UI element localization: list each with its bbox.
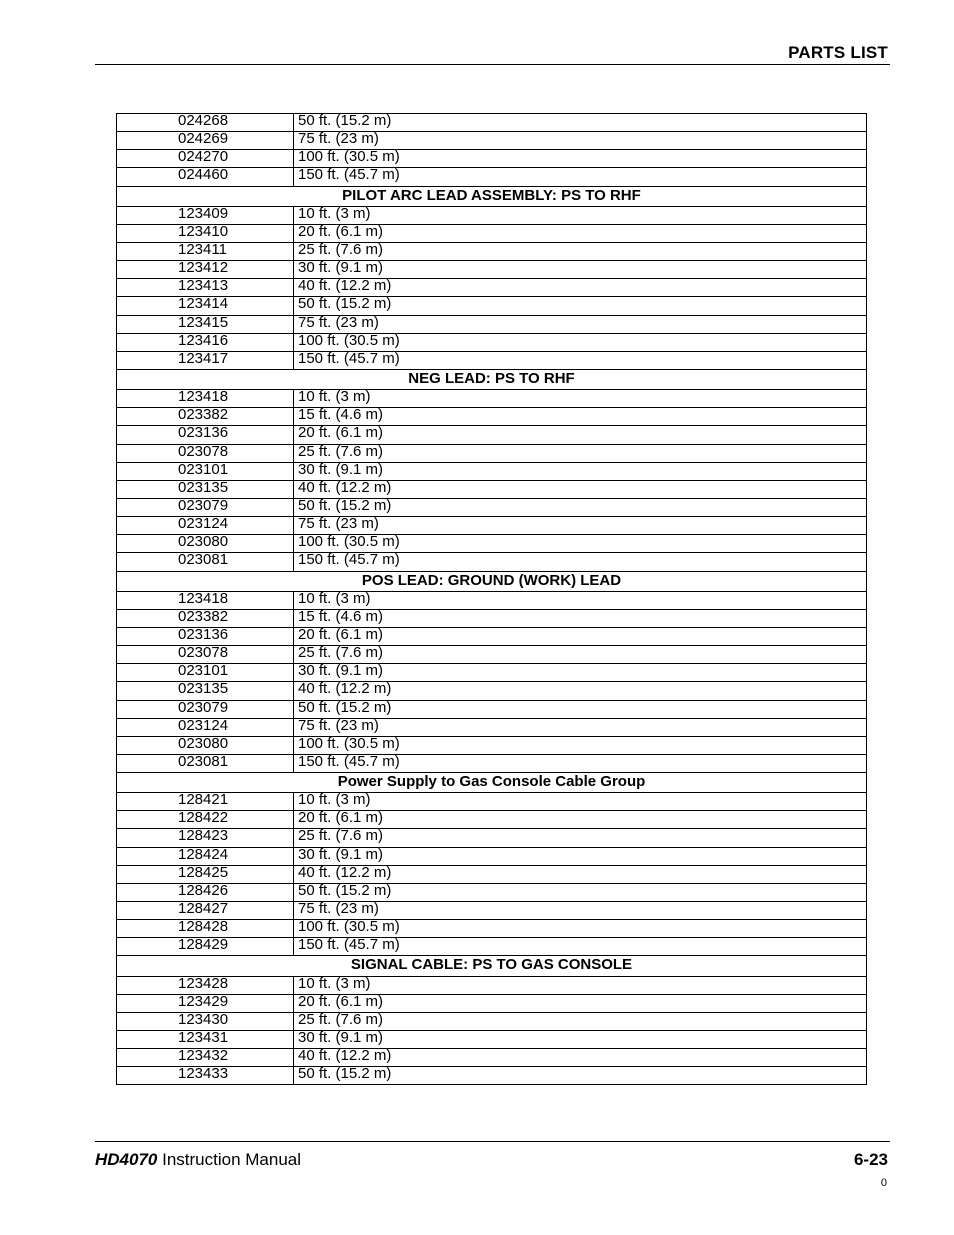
part-number: 123410 (117, 224, 294, 242)
part-number: 128427 (117, 902, 294, 920)
part-number: 123418 (117, 591, 294, 609)
part-description: 20 ft. (6.1 m) (294, 811, 867, 829)
header-divider (95, 64, 890, 65)
table-row (117, 1031, 867, 1049)
part-number: 023078 (117, 444, 294, 462)
part-number: 123432 (117, 1049, 294, 1067)
part-number: 128426 (117, 883, 294, 901)
section-title: PILOT ARC LEAD ASSEMBLY: PS TO RHF (117, 186, 867, 206)
part-description: 30 ft. (9.1 m) (294, 462, 867, 480)
part-number: 023101 (117, 664, 294, 682)
table-row (117, 480, 867, 498)
part-description: 25 ft. (7.6 m) (294, 1012, 867, 1030)
part-number: 024268 (117, 114, 294, 132)
part-description: 50 ft. (15.2 m) (294, 297, 867, 315)
part-number: 023136 (117, 627, 294, 645)
part-description: 20 ft. (6.1 m) (294, 426, 867, 444)
table-row (117, 132, 867, 150)
part-number: 128428 (117, 920, 294, 938)
table-row (117, 938, 867, 956)
part-number: 123411 (117, 242, 294, 260)
part-description: 15 ft. (4.6 m) (294, 609, 867, 627)
table-row (117, 718, 867, 736)
section-title: NEG LEAD: PS TO RHF (117, 369, 867, 389)
part-description: 20 ft. (6.1 m) (294, 994, 867, 1012)
table-row (117, 114, 867, 132)
table-row (117, 444, 867, 462)
table-row (117, 847, 867, 865)
part-description: 10 ft. (3 m) (294, 793, 867, 811)
manual-label: Instruction Manual (157, 1150, 302, 1169)
table-row (117, 609, 867, 627)
table-row (117, 242, 867, 260)
part-description: 150 ft. (45.7 m) (294, 168, 867, 186)
table-row (117, 902, 867, 920)
part-number: 123413 (117, 279, 294, 297)
part-description: 150 ft. (45.7 m) (294, 754, 867, 772)
part-description: 25 ft. (7.6 m) (294, 646, 867, 664)
footer-manual-title (95, 1150, 301, 1170)
table-row (117, 315, 867, 333)
table-row (117, 646, 867, 664)
part-description: 30 ft. (9.1 m) (294, 847, 867, 865)
table-row (117, 920, 867, 938)
part-description: 30 ft. (9.1 m) (294, 261, 867, 279)
part-number: 123412 (117, 261, 294, 279)
part-description: 20 ft. (6.1 m) (294, 627, 867, 645)
part-description: 50 ft. (15.2 m) (294, 498, 867, 516)
footer-divider (95, 1141, 890, 1142)
part-description: 150 ft. (45.7 m) (294, 553, 867, 571)
part-description: 10 ft. (3 m) (294, 976, 867, 994)
part-description: 50 ft. (15.2 m) (294, 1067, 867, 1085)
part-number: 123417 (117, 351, 294, 369)
part-number: 024269 (117, 132, 294, 150)
table-row (117, 700, 867, 718)
table-row (117, 1067, 867, 1085)
part-number: 128422 (117, 811, 294, 829)
table-row (117, 865, 867, 883)
table-row (117, 168, 867, 186)
part-number: 023081 (117, 754, 294, 772)
part-number: 023079 (117, 700, 294, 718)
table-row (117, 261, 867, 279)
table-row (117, 682, 867, 700)
part-description: 10 ft. (3 m) (294, 206, 867, 224)
part-number: 023101 (117, 462, 294, 480)
part-description: 15 ft. (4.6 m) (294, 408, 867, 426)
table-row (117, 426, 867, 444)
section-header-row (117, 186, 867, 206)
table-row (117, 553, 867, 571)
part-number: 123414 (117, 297, 294, 315)
table-row (117, 498, 867, 516)
part-description: 75 ft. (23 m) (294, 517, 867, 535)
table-row (117, 1012, 867, 1030)
part-description: 40 ft. (12.2 m) (294, 480, 867, 498)
table-row (117, 811, 867, 829)
table-row (117, 793, 867, 811)
table-row (117, 535, 867, 553)
part-description: 75 ft. (23 m) (294, 132, 867, 150)
table-row (117, 829, 867, 847)
part-description: 25 ft. (7.6 m) (294, 444, 867, 462)
parts-table (116, 113, 867, 1085)
part-description: 40 ft. (12.2 m) (294, 865, 867, 883)
page-header-title: PARTS LIST (788, 43, 888, 62)
part-number: 023382 (117, 609, 294, 627)
table-row (117, 206, 867, 224)
part-number: 123430 (117, 1012, 294, 1030)
section-title: Power Supply to Gas Console Cable Group (117, 773, 867, 793)
part-number: 023078 (117, 646, 294, 664)
part-description: 20 ft. (6.1 m) (294, 224, 867, 242)
part-description: 100 ft. (30.5 m) (294, 150, 867, 168)
part-description: 50 ft. (15.2 m) (294, 700, 867, 718)
part-number: 123418 (117, 390, 294, 408)
table-row (117, 591, 867, 609)
part-number: 023382 (117, 408, 294, 426)
part-description: 75 ft. (23 m) (294, 902, 867, 920)
part-description: 40 ft. (12.2 m) (294, 279, 867, 297)
table-row (117, 754, 867, 772)
part-description: 150 ft. (45.7 m) (294, 351, 867, 369)
part-number: 123409 (117, 206, 294, 224)
part-description: 50 ft. (15.2 m) (294, 114, 867, 132)
table-row (117, 976, 867, 994)
table-row (117, 297, 867, 315)
part-number: 123416 (117, 333, 294, 351)
part-number: 023079 (117, 498, 294, 516)
part-number: 128424 (117, 847, 294, 865)
part-number: 128423 (117, 829, 294, 847)
section-title: POS LEAD: GROUND (WORK) LEAD (117, 571, 867, 591)
table-row (117, 224, 867, 242)
part-description: 50 ft. (15.2 m) (294, 883, 867, 901)
part-description: 30 ft. (9.1 m) (294, 664, 867, 682)
part-number: 123428 (117, 976, 294, 994)
section-header-row (117, 773, 867, 793)
section-title: SIGNAL CABLE: PS TO GAS CONSOLE (117, 956, 867, 976)
part-description: 30 ft. (9.1 m) (294, 1031, 867, 1049)
table-row (117, 883, 867, 901)
part-description: 25 ft. (7.6 m) (294, 829, 867, 847)
part-description: 100 ft. (30.5 m) (294, 535, 867, 553)
part-number: 023124 (117, 718, 294, 736)
part-description: 100 ft. (30.5 m) (294, 920, 867, 938)
revision-number: 0 (880, 1177, 887, 1189)
part-number: 123431 (117, 1031, 294, 1049)
part-number: 123429 (117, 994, 294, 1012)
part-description: 100 ft. (30.5 m) (294, 736, 867, 754)
part-description: 75 ft. (23 m) (294, 315, 867, 333)
part-number: 023080 (117, 736, 294, 754)
part-number: 024270 (117, 150, 294, 168)
table-row (117, 517, 867, 535)
part-number: 123415 (117, 315, 294, 333)
part-description: 150 ft. (45.7 m) (294, 938, 867, 956)
table-row (117, 390, 867, 408)
page-number: 6-23 (853, 1150, 888, 1169)
part-description: 25 ft. (7.6 m) (294, 242, 867, 260)
part-description: 75 ft. (23 m) (294, 718, 867, 736)
model-name: HD4070 (95, 1150, 158, 1169)
part-number: 023124 (117, 517, 294, 535)
table-row (117, 627, 867, 645)
section-header-row (117, 369, 867, 389)
part-number: 024460 (117, 168, 294, 186)
parts-table-body (117, 114, 867, 1085)
table-row (117, 333, 867, 351)
table-row (117, 462, 867, 480)
table-row (117, 1049, 867, 1067)
part-number: 123433 (117, 1067, 294, 1085)
part-description: 10 ft. (3 m) (294, 390, 867, 408)
table-row (117, 150, 867, 168)
part-number: 023080 (117, 535, 294, 553)
table-row (117, 279, 867, 297)
part-number: 128429 (117, 938, 294, 956)
part-number: 128421 (117, 793, 294, 811)
part-description: 10 ft. (3 m) (294, 591, 867, 609)
table-row (117, 994, 867, 1012)
section-header-row (117, 956, 867, 976)
section-header-row (117, 571, 867, 591)
table-row (117, 736, 867, 754)
part-number: 023135 (117, 480, 294, 498)
part-number: 023136 (117, 426, 294, 444)
part-description: 40 ft. (12.2 m) (294, 1049, 867, 1067)
part-number: 128425 (117, 865, 294, 883)
table-row (117, 351, 867, 369)
part-description: 40 ft. (12.2 m) (294, 682, 867, 700)
part-number: 023135 (117, 682, 294, 700)
table-row (117, 408, 867, 426)
part-description: 100 ft. (30.5 m) (294, 333, 867, 351)
table-row (117, 664, 867, 682)
part-number: 023081 (117, 553, 294, 571)
